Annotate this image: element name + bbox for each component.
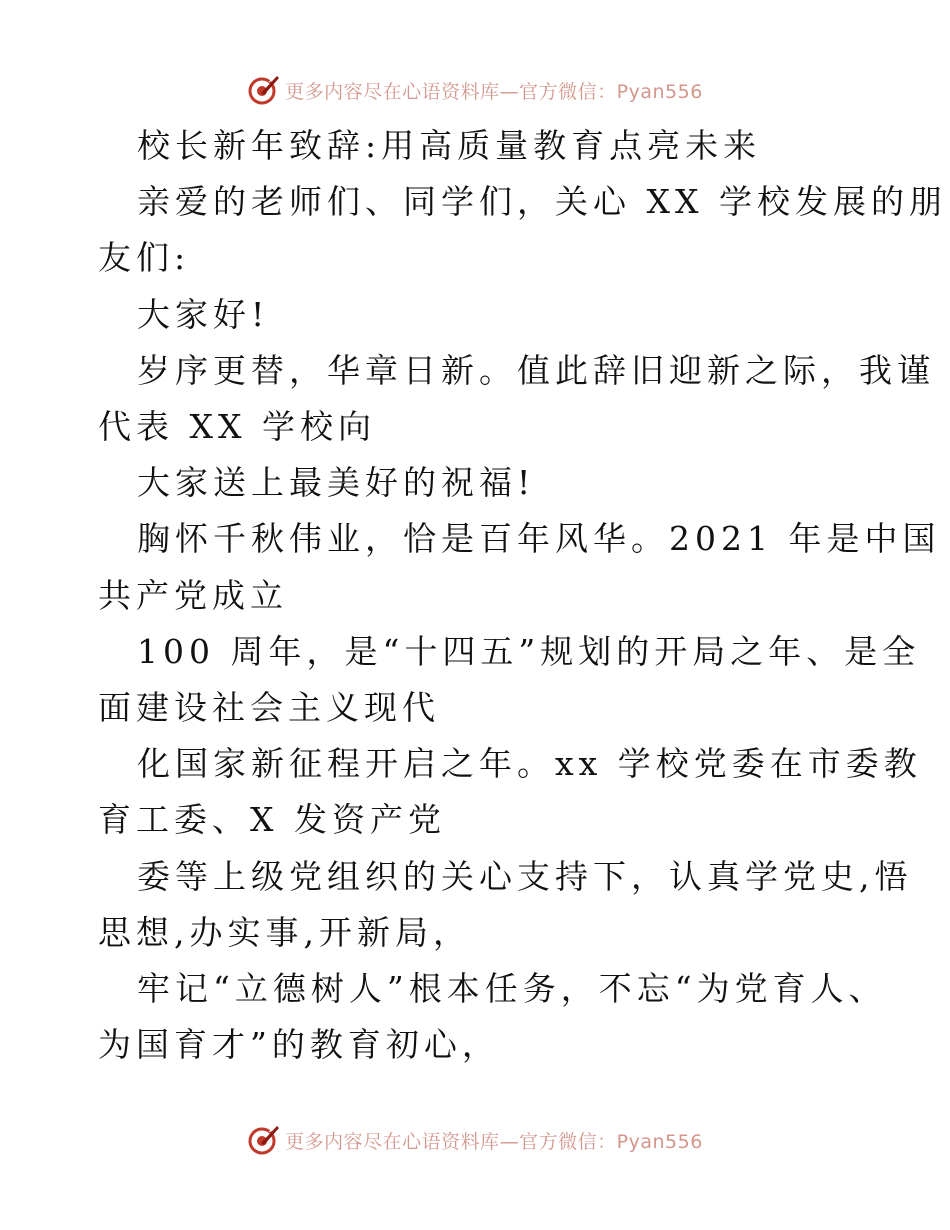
text-line: 友们:: [98, 238, 191, 278]
watermark-text: 更多内容尽在心语资料库—官方微信：Pyan556: [285, 80, 703, 103]
watermark-text: 更多内容尽在心语资料库—官方微信：Pyan556: [285, 1130, 703, 1153]
text-line: 面建设社会主义现代: [98, 688, 440, 728]
text-line: 亲爱的老师们、同学们，关心 XX 学校发展的朋: [137, 182, 947, 222]
watermark-header: [0, 70, 950, 110]
text-line: 委等上级党组织的关心支持下，认真学党史,悟: [137, 856, 913, 896]
text-line: 岁序更替，华章日新。值此辞旧迎新之际，我谨: [137, 350, 935, 390]
document-title: 校长新年致辞:用高质量教育点亮未来: [137, 126, 762, 165]
text-line: 为国育才”的教育初心，: [98, 1025, 500, 1065]
document-body: [98, 118, 947, 1073]
text-line: 思想,办实事,开新局，: [98, 912, 471, 952]
text-line: 100 周年，是“十四五”规划的开局之年、是全: [137, 631, 921, 671]
text-line: 牢记“立德树人”根本任务，不忘“为党育人、: [137, 969, 887, 1009]
text-line: 化国家新征程开启之年。xx 学校党委在市委教: [137, 744, 922, 784]
watermark-footer: [0, 1120, 950, 1160]
quill-logo-icon: [247, 73, 281, 107]
text-line: 共产党成立: [98, 575, 288, 615]
text-line: 胸怀千秋伟业，恰是百年风华。2021 年是中国: [137, 519, 941, 559]
quill-logo-icon: [247, 1123, 281, 1157]
text-line: 大家好!: [137, 294, 270, 334]
text-line: 代表 XX 学校向: [98, 407, 376, 447]
text-line: 大家送上最美好的祝福!: [137, 463, 536, 503]
text-line: 育工委、X 发资产党: [98, 800, 446, 840]
